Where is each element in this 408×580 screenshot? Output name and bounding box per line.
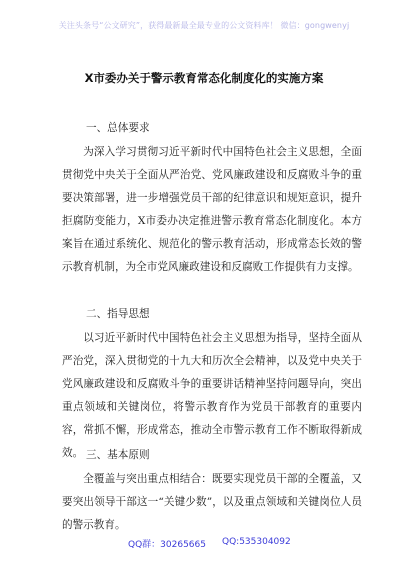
paragraph: 全覆盖与突出重点相结合：既要实现党员干部的全覆盖，又要突出领导干部这一“关键少数”，以及重点领域和关键岗位人员的警示教育。 bbox=[62, 473, 362, 531]
document-title: X市委办关于警示教育常态化制度化的实施方案 bbox=[84, 71, 324, 85]
section-body-basic-principles bbox=[62, 468, 362, 537]
paragraph: 为深入学习贯彻习近平新时代中国特色社会主义思想，全面贯彻党中央关于全面从严治党、党风廉政建设和反腐败斗争的重要决策部署，进一步增强党员干部的纪律意识和规矩意识，提升拒腐防变能力，X市委办决定推进警示教育常态化制度化。本方案旨在通过系统化、规范化的警示教育活动，形成常态长效的警示教育机制，为全市党风廉政建设和反腐败工作提供有力支撑。 bbox=[62, 146, 362, 273]
footer-qq-group: QQ群：30265665 bbox=[128, 540, 206, 550]
header-promo-note: 关注头条号“公文研究”，获得最新最全最专业的公文资料库！ 微信：gongwenyj bbox=[58, 21, 350, 30]
section-heading-guiding-ideology: 二、指导思想 bbox=[86, 308, 150, 320]
paragraph: 以习近平新时代中国特色社会主义思想为指导，坚持全面从严治党，深入贯彻党的十九大和历次全会精神，以及党中央关于党风廉政建设和反腐败斗争的重要讲话精神坚持问题导向，突出重点领域和关键岗位，将警示教育作为党员干部教育的重要内容，常抓不懈，形成常态，推动全市警示教育工作不断取得新成效。 bbox=[62, 332, 362, 459]
section-body-general-requirements bbox=[62, 141, 362, 279]
section-heading-basic-principles: 三、基本原则 bbox=[86, 449, 150, 461]
footer-qq: QQ:535304092 bbox=[222, 537, 291, 547]
section-heading-general-requirements: 一、总体要求 bbox=[86, 122, 150, 134]
